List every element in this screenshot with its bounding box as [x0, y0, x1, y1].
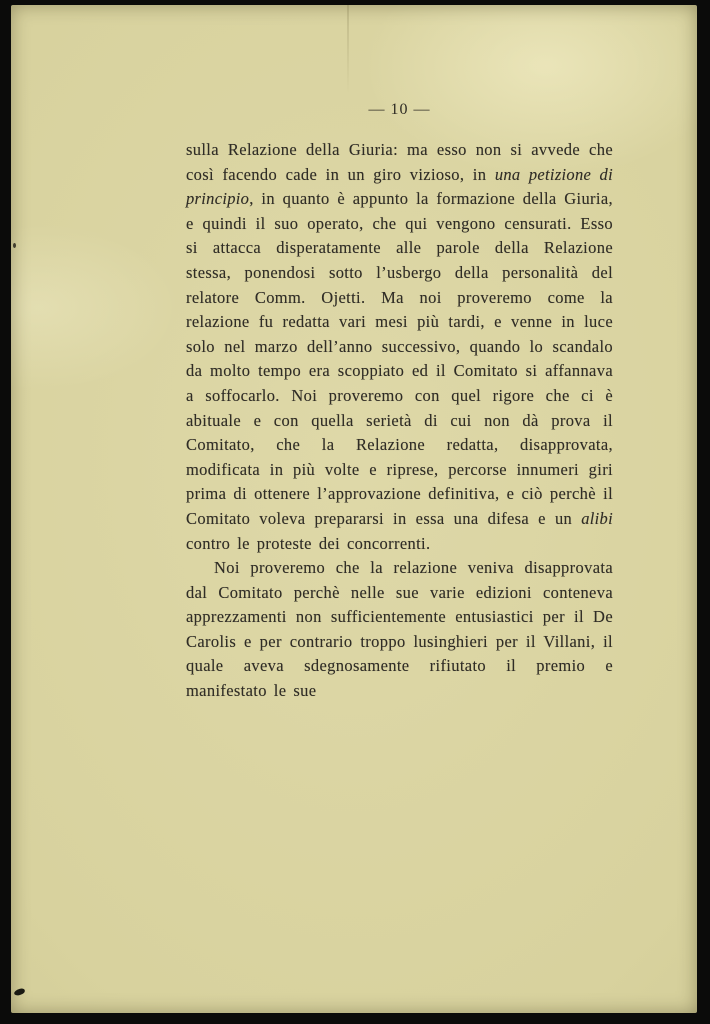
page-number: — 10 —: [368, 101, 431, 118]
ink-mark: [13, 988, 25, 996]
text-segment: contro le proteste dei concorrenti.: [186, 533, 431, 553]
paper-sheet: [11, 5, 697, 1013]
paper-speck: [13, 243, 16, 248]
paragraph-2: [186, 556, 613, 704]
text-segment-italic: alibi: [581, 508, 613, 528]
paper-fold: [347, 5, 349, 95]
text-segment-italic: una petizione di principio: [186, 164, 613, 209]
body-text: [186, 138, 613, 704]
paragraph-1: [186, 138, 613, 556]
text-segment: sulla Relazione della Giuria: ma esso non si avvede che così facendo cade in un giro vizioso, in: [186, 140, 613, 184]
text-column: [186, 100, 613, 704]
text-segment: Noi proveremo che la relazione veniva disapprovata dal Comitato perchè nelle sue varie edizioni conteneva apprezzamenti non sufficientemente entusiastici per il De Carolis e per contrario troppo lusinghieri per il Villani, il quale aveva sdegnosamente rifiutato il premio e manifestato le sue: [186, 558, 613, 701]
text-segment: , in quanto è appunto la formazione della Giuria, e quindi il suo operato, che qui vengono censurati. Esso si attacca disperatamente alle parole della Relazione stessa, ponendosi sotto l’usbergo della personalità del relatore Comm. Ojetti. Ma noi proveremo come la relazione fu redatta vari mesi più tardi, e venne in luce solo nel marzo dell’anno successivo, quando lo scandalo da molto tempo era scoppiato ed il Comitato si affannava a soffocarlo. Noi proveremo con quel rigore che ci è abituale e con quella serietà di cui non dà prova il Comitato, che la Relazione redatta, disapprovata, modificata in più volte e riprese, percorse innumeri giri prima di ottenere l’approvazione definitiva, e ciò perchè il Comitato voleva prepararsi in essa una difesa e un: [186, 189, 613, 528]
